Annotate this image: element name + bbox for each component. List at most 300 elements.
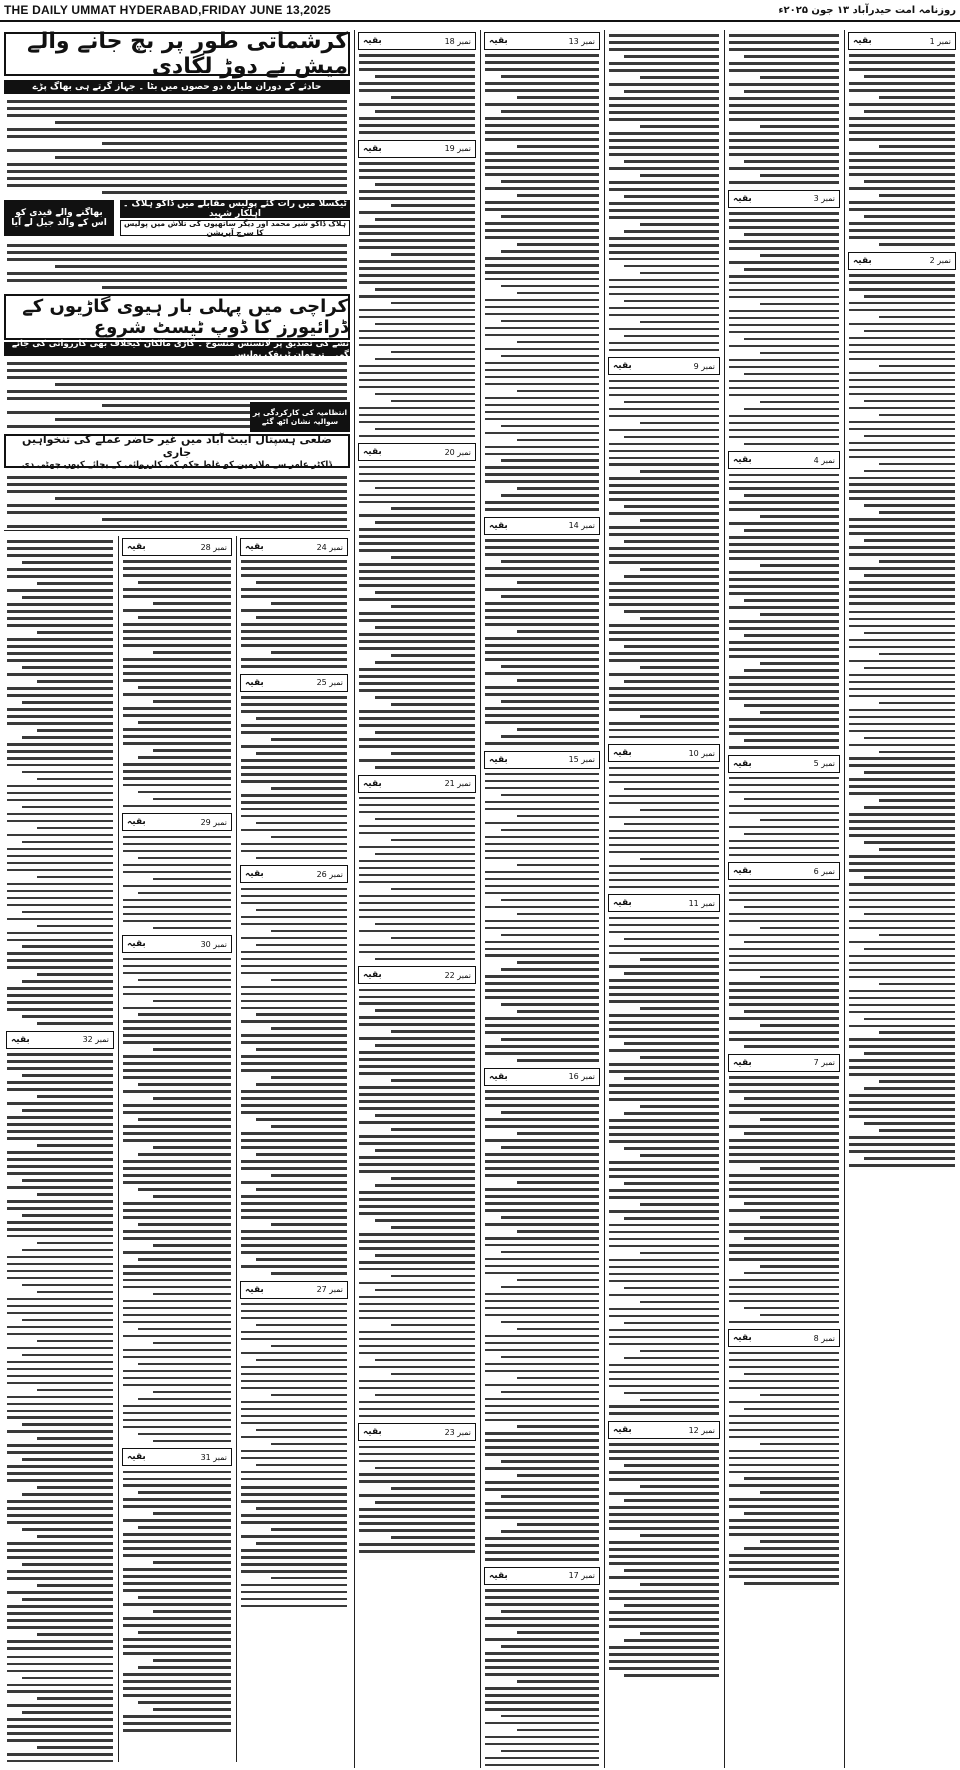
- text-line: [640, 470, 719, 473]
- text-line: [879, 243, 955, 246]
- text-line: [37, 1633, 113, 1636]
- text-line: [729, 1484, 839, 1487]
- text-line: [744, 1237, 839, 1240]
- text-line: [485, 1446, 599, 1449]
- text-line: [241, 965, 347, 968]
- text-line: [241, 1401, 347, 1404]
- kicker-section: بقیہ: [489, 1570, 508, 1581]
- text-line: [359, 1446, 475, 1449]
- text-line: [729, 508, 839, 511]
- text-line: [609, 1161, 719, 1164]
- text-line: [624, 575, 719, 578]
- text-line: [729, 487, 839, 490]
- kicker-label: نمبر 23: [444, 1427, 471, 1437]
- text-line: [485, 686, 599, 689]
- kicker-label: نمبر 14: [568, 521, 595, 531]
- continuation-kicker: [122, 935, 232, 953]
- text-line: [241, 623, 347, 626]
- text-line: [517, 1680, 599, 1683]
- text-line: [256, 1188, 347, 1191]
- text-line: [501, 899, 599, 902]
- text-line: [123, 1230, 231, 1233]
- text-line: [849, 351, 955, 354]
- text-line: [391, 302, 475, 305]
- text-line: [729, 345, 839, 348]
- taxila-headline: ٹیکسلا میں رات گئے پولیس مقابلے میں ڈاکو ہلاک ۔ اہلکار شہید: [120, 200, 350, 218]
- text-line: [22, 1354, 113, 1357]
- text-line: [153, 798, 231, 801]
- text-line: [744, 739, 839, 742]
- text-line: [241, 1303, 347, 1306]
- text-line: [256, 1258, 347, 1261]
- text-line: [7, 170, 347, 173]
- article-body: [238, 1303, 350, 1480]
- abbottabad-headline: [4, 434, 350, 468]
- text-line: [359, 867, 475, 870]
- text-line: [849, 428, 955, 431]
- text-line: [241, 1493, 347, 1496]
- text-line: [359, 1051, 475, 1054]
- text-line: [241, 1338, 347, 1341]
- taxila-story-text: [4, 240, 350, 290]
- text-line: [501, 180, 599, 183]
- text-line: [609, 1028, 719, 1031]
- text-line: [123, 763, 231, 766]
- text-line: [501, 285, 599, 288]
- text-line: [729, 1244, 839, 1247]
- text-line: [485, 201, 599, 204]
- text-line: [485, 1453, 599, 1456]
- text-line: [729, 1230, 839, 1233]
- text-line: [760, 125, 839, 128]
- text-line: [609, 1308, 719, 1311]
- column-rule: [354, 30, 355, 1768]
- text-line: [729, 690, 839, 693]
- text-line: [729, 474, 839, 477]
- text-line: [7, 862, 113, 865]
- text-line: [485, 954, 599, 957]
- text-line: [609, 694, 719, 697]
- text-line: [256, 1083, 347, 1086]
- column-c: [238, 536, 350, 1762]
- text-line: [501, 1495, 599, 1498]
- kicker-section: بقیہ: [733, 193, 752, 204]
- text-line: [153, 749, 231, 752]
- text-line: [359, 211, 475, 214]
- text-line: [849, 660, 955, 663]
- column-a: [4, 536, 116, 1762]
- text-line: [241, 1570, 347, 1573]
- text-line: [7, 952, 113, 955]
- text-line: [37, 1486, 113, 1489]
- text-line: [271, 1125, 347, 1128]
- article-body: [120, 560, 234, 807]
- article-body: [356, 797, 478, 960]
- text-line: [359, 1261, 475, 1264]
- text-line: [501, 968, 599, 971]
- text-line: [760, 515, 839, 518]
- text-line: [517, 145, 599, 148]
- text-line: [609, 97, 719, 100]
- text-line: [241, 843, 347, 846]
- text-line: [501, 215, 599, 218]
- text-line: [729, 1498, 839, 1501]
- text-line: [609, 1450, 719, 1453]
- text-line: [7, 511, 347, 514]
- text-line: [241, 958, 347, 961]
- text-line: [138, 1258, 231, 1261]
- text-line: [485, 1272, 599, 1275]
- text-line: [485, 222, 599, 225]
- text-line: [849, 1004, 955, 1007]
- text-line: [729, 812, 839, 815]
- text-line: [517, 1729, 599, 1732]
- text-line: [729, 1471, 839, 1474]
- text-line: [485, 1757, 599, 1760]
- text-line: [391, 1177, 475, 1180]
- text-line: [123, 958, 231, 961]
- article-body: [238, 1486, 350, 1607]
- text-line: [123, 913, 231, 916]
- text-line: [485, 397, 599, 400]
- text-line: [609, 1378, 719, 1381]
- text-line: [7, 1053, 113, 1056]
- text-line: [640, 1632, 719, 1635]
- text-line: [7, 135, 347, 138]
- text-line: [375, 183, 475, 186]
- article-body: [726, 1352, 842, 1585]
- text-line: [359, 1142, 475, 1145]
- text-line: [729, 1366, 839, 1369]
- text-line: [879, 463, 955, 466]
- text-line: [609, 1259, 719, 1262]
- text-line: [55, 383, 347, 386]
- text-line: [485, 1349, 599, 1352]
- text-line: [359, 647, 475, 650]
- text-line: [123, 1624, 231, 1627]
- text-line: [609, 659, 719, 662]
- text-line: [241, 696, 347, 699]
- text-line: [485, 1405, 599, 1408]
- text-line: [624, 401, 719, 404]
- text-line: [359, 162, 475, 165]
- text-line: [22, 1563, 113, 1566]
- text-line: [391, 703, 475, 706]
- text-line: [864, 539, 955, 542]
- text-line: [849, 54, 955, 57]
- text-line: [123, 1582, 231, 1585]
- text-line: [7, 279, 347, 282]
- text-line: [485, 609, 599, 612]
- text-line: [744, 494, 839, 497]
- text-line: [22, 596, 113, 599]
- text-line: [7, 1200, 113, 1203]
- text-line: [729, 34, 839, 37]
- text-line: [849, 906, 955, 909]
- text-line: [241, 1478, 347, 1481]
- text-line: [624, 540, 719, 543]
- text-line: [729, 1003, 839, 1006]
- text-line: [640, 321, 719, 324]
- text-line: [609, 851, 719, 854]
- text-line: [123, 1216, 231, 1219]
- text-line: [729, 111, 839, 114]
- text-line: [375, 487, 475, 490]
- text-line: [123, 906, 231, 909]
- text-line: [609, 1070, 719, 1073]
- text-line: [359, 274, 475, 277]
- text-line: [359, 846, 475, 849]
- text-line: [271, 1345, 347, 1348]
- text-line: [609, 774, 719, 777]
- text-line: [485, 1237, 599, 1240]
- text-line: [359, 1093, 475, 1096]
- text-line: [359, 1460, 475, 1463]
- text-line: [7, 1753, 113, 1756]
- kicker-section: بقیہ: [733, 866, 752, 877]
- text-line: [609, 69, 719, 72]
- text-line: [609, 631, 719, 634]
- text-line: [609, 816, 719, 819]
- text-line: [609, 1576, 719, 1579]
- text-line: [864, 771, 955, 774]
- text-line: [849, 456, 955, 459]
- text-line: [485, 208, 599, 211]
- text-line: [864, 400, 955, 403]
- text-line: [153, 878, 231, 881]
- text-line: [241, 1598, 347, 1601]
- text-line: [485, 539, 599, 542]
- text-line: [391, 1226, 475, 1229]
- text-line: [609, 1548, 719, 1551]
- column-rule: [236, 536, 237, 1762]
- kicker-label: نمبر 15: [568, 755, 595, 764]
- text-line: [609, 1471, 719, 1474]
- text-line: [359, 131, 475, 134]
- text-line: [391, 839, 475, 842]
- text-line: [375, 1394, 475, 1397]
- text-line: [849, 393, 955, 396]
- text-line: [123, 1027, 231, 1030]
- text-line: [37, 876, 113, 879]
- text-line: [879, 145, 955, 148]
- text-line: [485, 1174, 599, 1177]
- text-line: [359, 239, 475, 242]
- text-line: [241, 1422, 347, 1425]
- text-line: [729, 557, 839, 560]
- text-line: [123, 1167, 231, 1170]
- text-line: [359, 316, 475, 319]
- text-line: [729, 854, 839, 857]
- text-line: [241, 808, 347, 811]
- article-body: [120, 958, 234, 1443]
- kicker-label: نمبر 19: [444, 144, 471, 154]
- text-line: [485, 693, 599, 696]
- text-line: [375, 75, 475, 78]
- text-line: [729, 247, 839, 250]
- text-line: [744, 268, 839, 271]
- text-line: [849, 764, 955, 767]
- text-line: [729, 62, 839, 65]
- text-line: [609, 216, 719, 219]
- text-line: [123, 1125, 231, 1128]
- text-line: [485, 1708, 599, 1711]
- text-line: [241, 1486, 347, 1489]
- text-line: [7, 1186, 113, 1189]
- text-line: [123, 1174, 231, 1177]
- text-line: [849, 159, 955, 162]
- article-body: [356, 54, 478, 133]
- text-line: [729, 167, 839, 170]
- text-line: [485, 1502, 599, 1505]
- text-line: [501, 250, 599, 253]
- text-line: [849, 969, 955, 972]
- text-line: [375, 428, 475, 431]
- text-line: [7, 1591, 113, 1594]
- article-body: [356, 989, 478, 1418]
- text-line: [123, 1547, 231, 1550]
- text-line: [609, 596, 719, 599]
- article-body: [238, 696, 350, 859]
- text-line: [485, 1509, 599, 1512]
- text-line: [864, 470, 955, 473]
- text-line: [879, 414, 955, 417]
- text-line: [849, 820, 955, 823]
- article-body: [238, 888, 350, 1275]
- text-line: [729, 1575, 839, 1578]
- text-line: [7, 897, 113, 900]
- text-line: [485, 278, 599, 281]
- text-line: [138, 1118, 231, 1121]
- text-line: [849, 525, 955, 528]
- text-line: [485, 446, 599, 449]
- text-line: [359, 825, 475, 828]
- text-line: [485, 362, 599, 365]
- kicker-section: بقیہ: [127, 939, 146, 950]
- text-line: [123, 1533, 231, 1536]
- text-line: [359, 124, 475, 127]
- text-line: [485, 1307, 599, 1310]
- text-line: [485, 89, 599, 92]
- article-body: [606, 1443, 722, 1676]
- text-line: [729, 1125, 839, 1128]
- text-line: [849, 1011, 955, 1014]
- text-line: [729, 1076, 839, 1079]
- text-line: [729, 1251, 839, 1254]
- text-line: [849, 695, 955, 698]
- text-line: [359, 689, 475, 692]
- text-line: [7, 554, 113, 557]
- text-line: [22, 1458, 113, 1461]
- text-line: [7, 128, 347, 131]
- text-line: [7, 708, 113, 711]
- text-line: [485, 1335, 599, 1338]
- text-line: [609, 673, 719, 676]
- text-line: [123, 1041, 231, 1044]
- text-line: [7, 820, 113, 823]
- text-line: [485, 152, 599, 155]
- continuation-kicker: [484, 517, 600, 535]
- text-line: [485, 1160, 599, 1163]
- text-line: [609, 1238, 719, 1241]
- text-line: [485, 602, 599, 605]
- text-line: [271, 1272, 347, 1275]
- kicker-section: بقیہ: [613, 1425, 632, 1436]
- continuation-kicker: [608, 1421, 720, 1439]
- column-d: [356, 30, 478, 1768]
- text-line: [271, 979, 347, 982]
- text-line: [609, 879, 719, 882]
- text-line: [849, 1143, 955, 1146]
- text-line: [609, 314, 719, 317]
- text-line: [609, 1049, 719, 1052]
- text-line: [485, 68, 599, 71]
- continuation-kicker: [728, 451, 840, 469]
- text-line: [123, 864, 231, 867]
- text-line: [7, 617, 113, 620]
- text-line: [485, 1244, 599, 1247]
- text-line: [359, 797, 475, 800]
- text-line: [7, 939, 113, 942]
- text-line: [879, 365, 955, 368]
- text-line: [256, 909, 347, 912]
- text-line: [7, 1165, 113, 1168]
- text-line: [849, 546, 955, 549]
- text-line: [7, 1361, 113, 1364]
- text-line: [879, 96, 955, 99]
- text-line: [359, 1303, 475, 1306]
- text-line: [729, 732, 839, 735]
- text-line: [7, 1130, 113, 1133]
- text-line: [609, 965, 719, 968]
- text-line: [37, 973, 113, 976]
- text-line: [640, 858, 719, 861]
- text-line: [7, 1081, 113, 1084]
- text-line: [729, 1293, 839, 1296]
- text-line: [485, 138, 599, 141]
- text-line: [153, 1610, 231, 1613]
- text-line: [7, 638, 113, 641]
- text-line: [729, 317, 839, 320]
- text-line: [729, 847, 839, 850]
- text-line: [359, 435, 475, 438]
- article-body: [606, 34, 722, 351]
- text-line: [241, 1132, 347, 1135]
- text-line: [7, 799, 113, 802]
- text-line: [640, 1485, 719, 1488]
- text-line: [864, 110, 955, 113]
- text-line: [609, 167, 719, 170]
- text-line: [729, 1038, 839, 1041]
- text-line: [609, 1385, 719, 1388]
- text-line: [609, 188, 719, 191]
- kicker-label: نمبر 26: [316, 869, 343, 879]
- text-line: [609, 111, 719, 114]
- text-line: [879, 751, 955, 754]
- text-line: [359, 61, 475, 64]
- kicker-section: بقیہ: [363, 778, 382, 789]
- text-line: [256, 581, 347, 584]
- text-line: [37, 1340, 113, 1343]
- text-line: [864, 913, 955, 916]
- text-line: [609, 844, 719, 847]
- text-line: [241, 1380, 347, 1383]
- text-line: [359, 528, 475, 531]
- text-line: [359, 563, 475, 566]
- text-line: [7, 1116, 113, 1119]
- text-line: [624, 645, 719, 648]
- text-line: [609, 139, 719, 142]
